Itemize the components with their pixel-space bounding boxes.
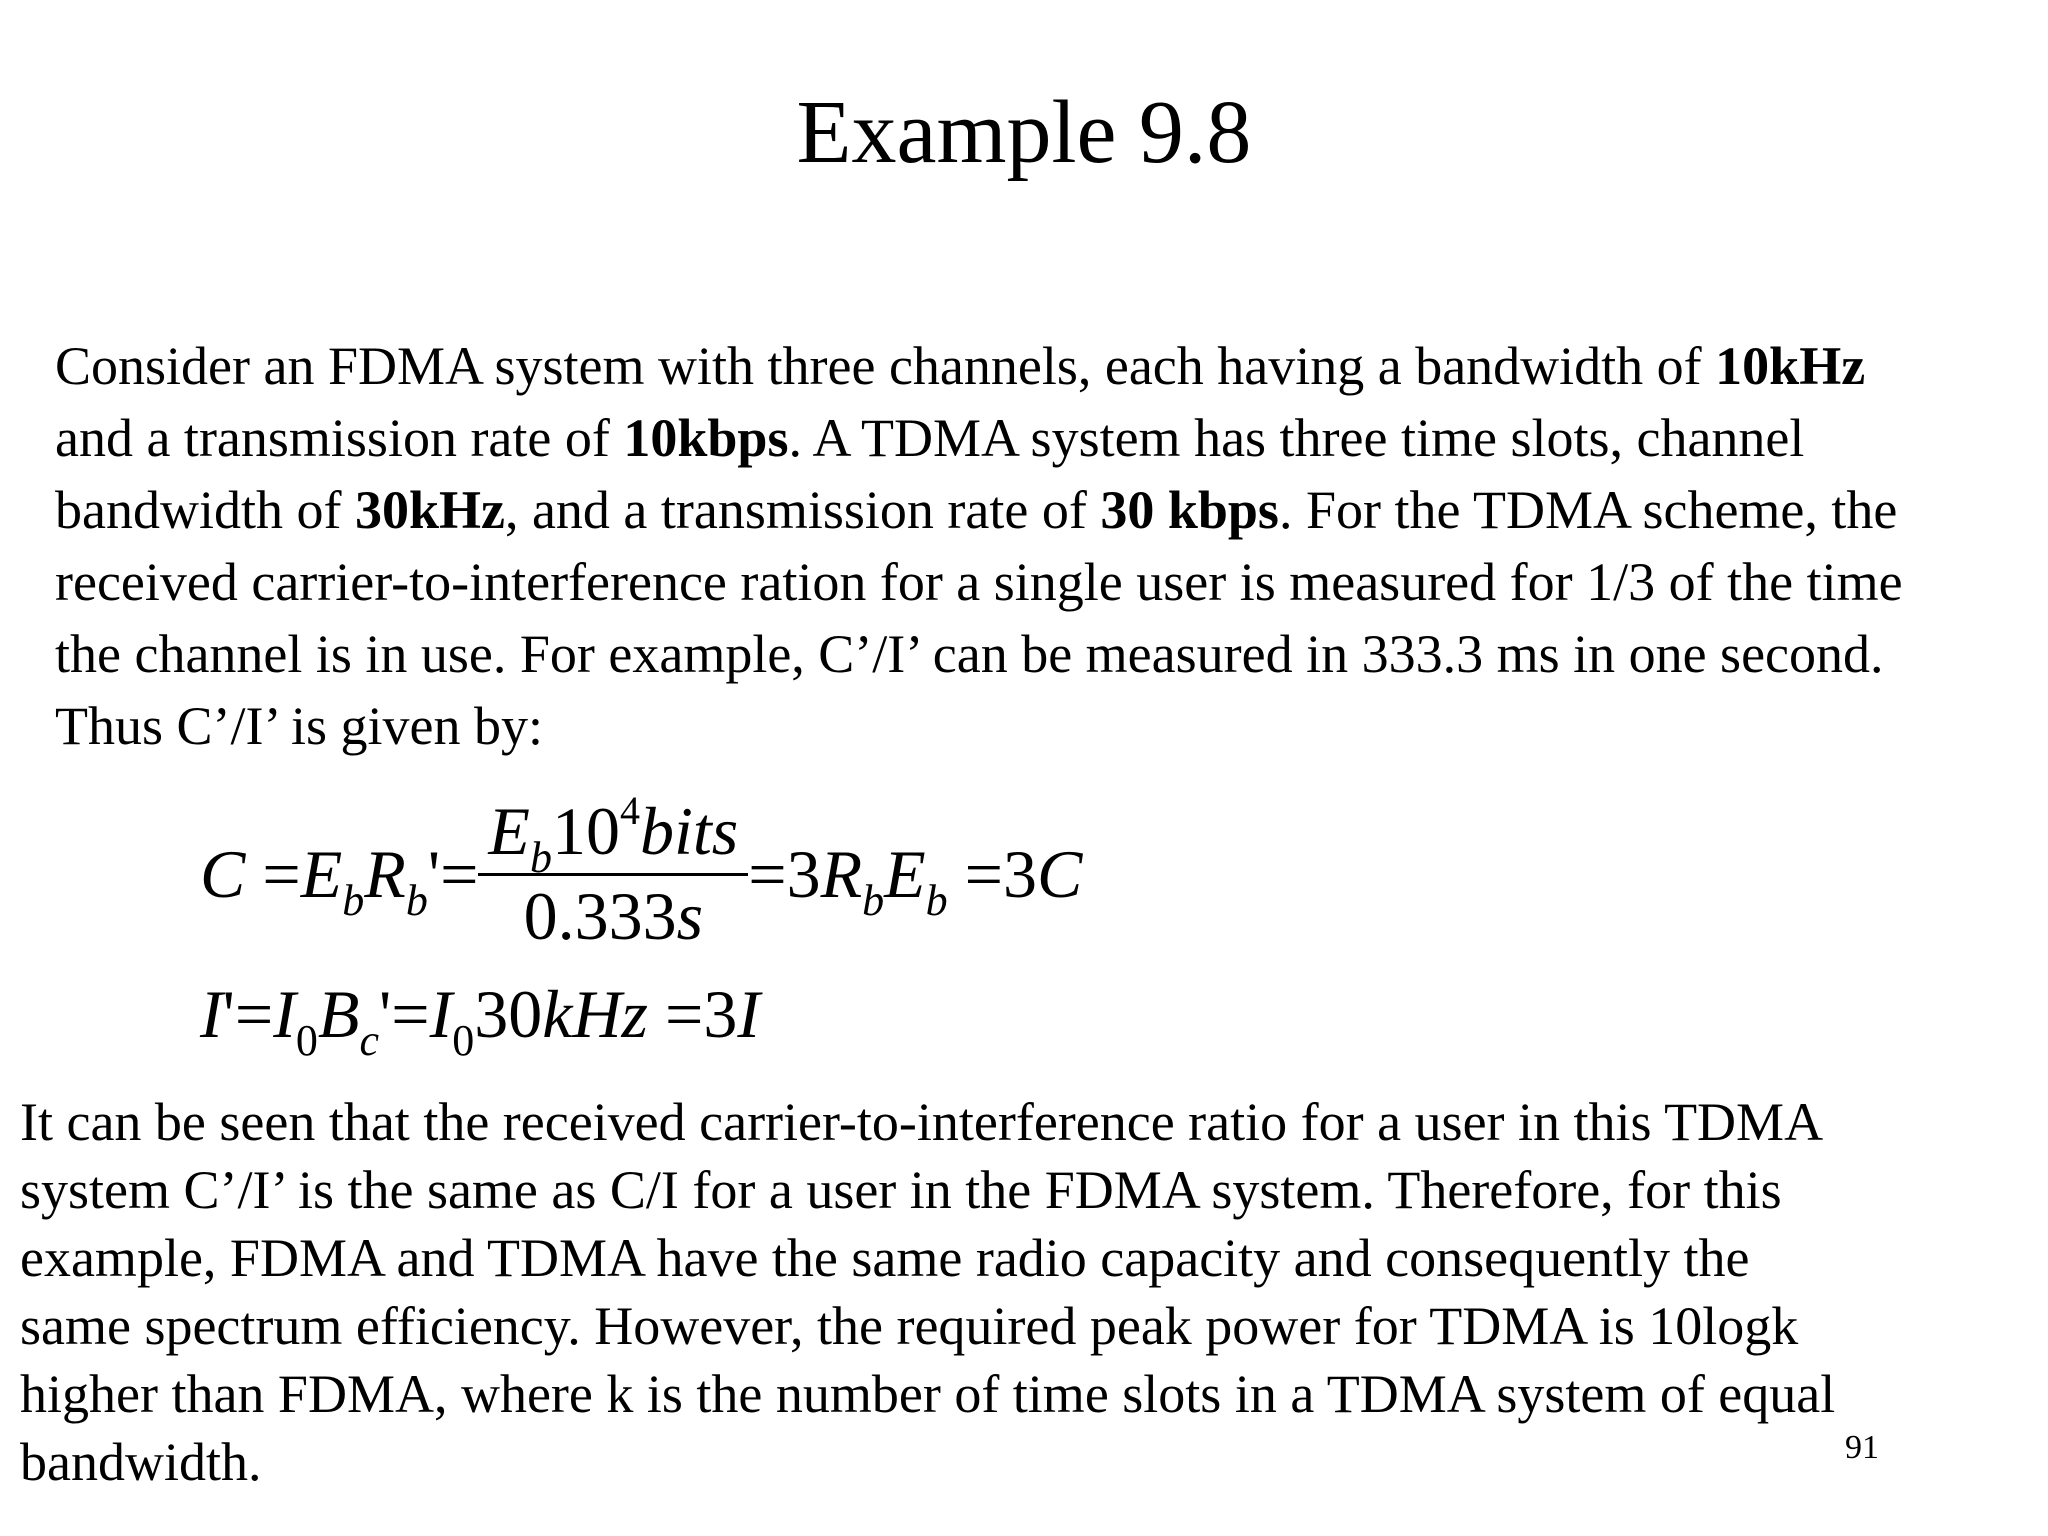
math-subscript: 0 <box>452 1016 475 1065</box>
math-symbol: B <box>317 976 360 1052</box>
math-symbol: s <box>676 878 704 954</box>
math-subscript: b <box>862 876 885 926</box>
math-symbol: E <box>488 793 530 869</box>
math-symbol: E <box>884 836 926 913</box>
text-run: . A TDMA system has three time slots, channel <box>788 408 1805 468</box>
math-fraction <box>478 788 748 954</box>
math-number: 30 <box>474 976 543 1052</box>
math-operator: = <box>748 836 787 913</box>
math-superscript: 4 <box>619 788 640 833</box>
math-symbol: I <box>737 976 761 1052</box>
math-number: 0.333 <box>523 878 677 954</box>
conclusion-line: example, FDMA and TDMA have the same radio capacity and consequently the <box>20 1228 1750 1288</box>
conclusion-line: bandwidth. <box>20 1432 262 1492</box>
math-operator: '= <box>222 976 274 1052</box>
intro-line <box>55 330 2045 402</box>
conclusion-line: same spectrum efficiency. However, the required peak power for TDMA is 10logk <box>20 1296 1799 1356</box>
math-symbol: bits <box>639 793 739 869</box>
math-symbol: E <box>300 836 343 913</box>
intro-line: Thus C’/I’ is given by: <box>55 696 543 756</box>
conclusion-line: higher than FDMA, where k is the number of time slots in a TDMA system of equal <box>20 1364 1836 1424</box>
math-subscript: b <box>529 833 552 882</box>
text-run: bandwidth of <box>55 480 355 540</box>
math-subscript: b <box>342 876 365 926</box>
math-symbol: I <box>200 976 223 1052</box>
math-symbol: I <box>429 976 453 1052</box>
text-run: . For the TDMA scheme, the <box>1278 480 1898 540</box>
intro-line: the channel is in use. For example, C’/I’ can be measured in 333.3 ms in one second. <box>55 624 1884 684</box>
bold-value: 10kHz <box>1715 336 1866 396</box>
text-run: , and a transmission rate of <box>504 480 1101 540</box>
conclusion-line: system C’/I’ is the same as C/I for a user in the FDMA system. Therefore, for this <box>20 1160 1782 1220</box>
math-subscript: 0 <box>295 1016 318 1065</box>
math-symbol: R <box>364 836 406 913</box>
math-operator: = <box>648 976 704 1052</box>
math-symbol: C <box>200 836 246 913</box>
math-operator: = <box>245 836 301 913</box>
math-symbol: I <box>273 976 296 1052</box>
carrier-equation <box>200 788 1083 958</box>
text-run: Consider an FDMA system with three channels, each having a bandwidth of <box>55 336 1716 396</box>
text-run: and a transmission rate of <box>55 408 624 468</box>
math-number: 3 <box>703 976 738 1052</box>
math-number: 10 <box>551 793 620 869</box>
conclusion-paragraph <box>20 1088 2020 1496</box>
bold-value: 30kHz <box>354 480 505 540</box>
fraction-denominator <box>478 876 748 954</box>
intro-line <box>55 474 2045 546</box>
conclusion-line: It can be seen that the received carrier-to-interference ratio for a user in this TDMA <box>20 1092 1824 1152</box>
fraction-numerator <box>478 788 748 882</box>
math-symbol: C <box>1037 836 1083 913</box>
intro-line: received carrier-to-interference ration for a single user is measured for 1/3 of the time <box>55 552 1903 612</box>
math-subscript: c <box>359 1016 379 1065</box>
math-symbol: R <box>820 836 863 913</box>
math-operator: = <box>947 836 1004 913</box>
math-number: 3 <box>1003 836 1038 913</box>
bold-value: 30 kbps <box>1100 480 1279 540</box>
slide-title: Example 9.8 <box>796 83 1252 182</box>
math-number: 3 <box>786 836 821 913</box>
math-operator: '= <box>427 836 479 913</box>
math-subscript: b <box>405 876 428 926</box>
intro-paragraph <box>55 330 2045 762</box>
math-symbol: kHz <box>542 976 649 1052</box>
math-subscript: b <box>925 876 948 926</box>
page-number: 91 <box>1845 1429 1879 1466</box>
bold-value: 10kbps <box>623 408 789 468</box>
interference-equation <box>200 976 761 1065</box>
math-operator: '= <box>379 976 430 1052</box>
intro-line <box>55 402 2045 474</box>
